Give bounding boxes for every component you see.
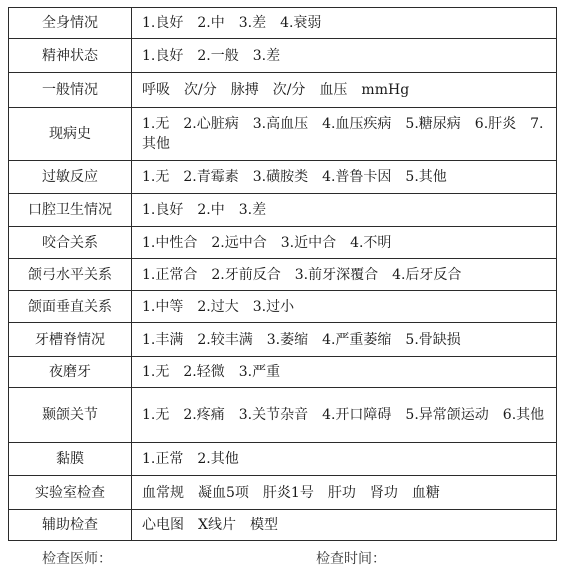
row-alveolar-ridge: [9, 323, 557, 357]
row-label: 精神状态: [9, 39, 132, 73]
row-present-illness: [9, 108, 557, 161]
row-label: 现病史: [9, 108, 132, 161]
row-options: 1.中性合 2.远中合 3.近中合 4.不明: [132, 227, 557, 259]
examining-doctor-label: 检查医师：: [42, 551, 112, 567]
row-allergy: [9, 161, 557, 194]
row-label: 口腔卫生情况: [9, 194, 132, 227]
row-options: 1.无 2.轻微 3.严重: [132, 357, 557, 388]
row-options: 1.丰满 2.较丰满 3.萎缩 4.严重萎缩 5.骨缺损: [132, 323, 557, 357]
row-tmj: [9, 388, 557, 443]
row-label: 实验室检查: [9, 476, 132, 510]
row-options: 1.正常合 2.牙前反合 3.前牙深覆合 4.后牙反合: [132, 259, 557, 291]
row-label: 黏膜: [9, 443, 132, 476]
examination-form: [8, 7, 557, 541]
examination-time-label: 检查时间：: [316, 551, 386, 567]
row-lab-tests: [9, 476, 557, 510]
row-label: 辅助检查: [9, 510, 132, 541]
row-options: 1.良好 2.一般 3.差: [132, 39, 557, 73]
row-general-condition: [9, 8, 557, 39]
row-options: 1.无 2.青霉素 3.磺胺类 4.普鲁卡因 5.其他: [132, 161, 557, 194]
row-options: 心电图 X线片 模型: [132, 510, 557, 541]
row-vital-signs: [9, 73, 557, 108]
row-label: 夜磨牙: [9, 357, 132, 388]
row-options: 1.良好 2.中 3.差 4.衰弱: [132, 8, 557, 39]
row-oral-hygiene: [9, 194, 557, 227]
row-mucosa: [9, 443, 557, 476]
row-options: 1.中等 2.过大 3.过小: [132, 291, 557, 323]
row-label: 颌弓水平关系: [9, 259, 132, 291]
row-options: 1.正常 2.其他: [132, 443, 557, 476]
row-label: 全身情况: [9, 8, 132, 39]
row-label: 牙槽脊情况: [9, 323, 132, 357]
row-options: 1.无 2.疼痛 3.关节杂音 4.开口障碍 5.异常颌运动 6.其他: [132, 388, 557, 443]
row-options: 1.良好 2.中 3.差: [132, 194, 557, 227]
row-label: 颞颌关节: [9, 388, 132, 443]
row-label: 过敏反应: [9, 161, 132, 194]
row-options: 呼吸 次/分 脉搏 次/分 血压 mmHg: [132, 73, 557, 108]
signature-footer: [0, 548, 573, 570]
row-label: 咬合关系: [9, 227, 132, 259]
row-occlusion: [9, 227, 557, 259]
row-options: 血常规 凝血5项 肝炎1号 肝功 肾功 血糖: [132, 476, 557, 510]
row-bruxism: [9, 357, 557, 388]
row-label: 颌面垂直关系: [9, 291, 132, 323]
row-auxiliary-tests: [9, 510, 557, 541]
row-face-vertical: [9, 291, 557, 323]
row-arch-horizontal: [9, 259, 557, 291]
row-label: 一般情况: [9, 73, 132, 108]
row-options: 1.无 2.心脏病 3.高血压 4.血压疾病 5.糖尿病 6.肝炎 7.其他: [132, 108, 557, 161]
row-mental-state: [9, 39, 557, 73]
